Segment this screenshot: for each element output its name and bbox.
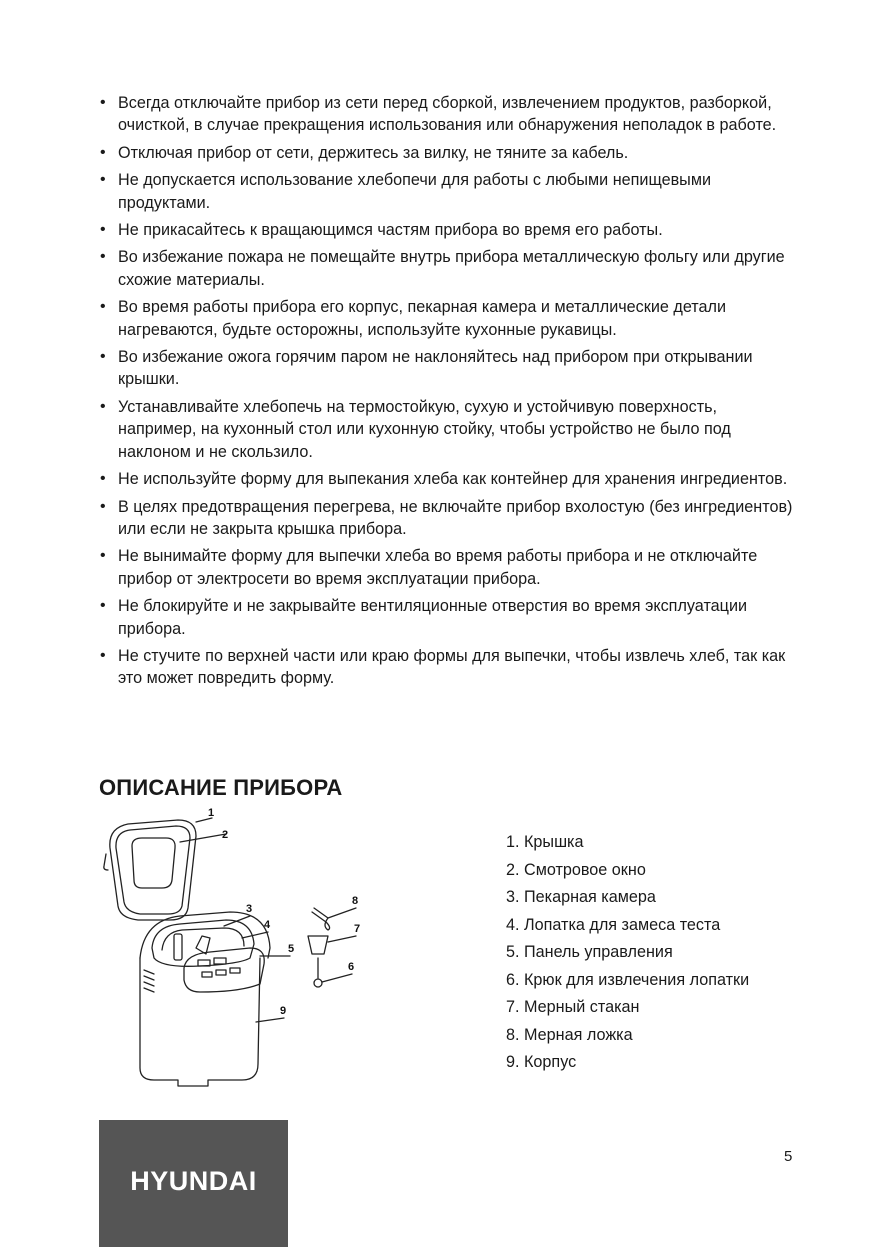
bullet-item: • Не допускается использование хлебопечи для работы с любыми непищевыми продуктами. bbox=[98, 169, 798, 214]
part-item: 9. Корпус bbox=[506, 1053, 577, 1071]
bullet-item: • Не стучите по верхней части или краю формы для выпечки, чтобы извлечь хлеб, так как это может повредить форму. bbox=[98, 645, 798, 690]
label-2: 2 bbox=[222, 829, 229, 841]
part-item: 5. Панель управления bbox=[506, 943, 673, 961]
bullet-item: • Не вынимайте форму для выпечки хлеба во время работы прибора и не отключайте прибор от электросети во время эксплуатации прибора. bbox=[98, 545, 798, 590]
parts-list bbox=[506, 829, 749, 1077]
label-3: 3 bbox=[246, 903, 253, 915]
bullet-item: • Во время работы прибора его корпус, пекарная камера и металлические детали нагреваются, будьте осторожны, используйте кухонные рукавицы. bbox=[98, 296, 798, 341]
bullet-item: • Отключая прибор от сети, держитесь за вилку, не тяните за кабель. bbox=[98, 142, 798, 164]
brand-logo: HYUNDAI bbox=[130, 1166, 257, 1196]
body-outline bbox=[140, 958, 260, 1086]
bullet-item: • Не блокируйте и не закрывайте вентиляционные отверстия во время эксплуатации прибора. bbox=[98, 595, 798, 640]
bullet-item: • Во избежание пожара не помещайте внутрь прибора металлическую фольгу или другие схожие материалы. bbox=[98, 246, 798, 291]
part-item: 3. Пекарная камера bbox=[506, 888, 656, 906]
part-item: 1. Крышка bbox=[506, 833, 584, 851]
label-9: 9 bbox=[280, 1005, 287, 1017]
label-5: 5 bbox=[288, 943, 295, 955]
part-item: 7. Мерный стакан bbox=[506, 998, 640, 1016]
bullet-item: • Во избежание ожога горячим паром не наклоняйтесь над прибором при открывании крышки. bbox=[98, 346, 798, 391]
kneading-paddle bbox=[196, 936, 210, 954]
viewing-window bbox=[132, 838, 175, 888]
part-item: 4. Лопатка для замеса теста bbox=[506, 915, 721, 934]
label-8: 8 bbox=[352, 895, 359, 907]
part-item: 2. Смотровое окно bbox=[506, 860, 646, 879]
bullet-item: • Устанавливайте хлебопечь на термостойкую, сухую и устойчивую поверхность, например, на кухонный стол или кухонную стойку, чтобы устройство не было под наклоном и не скользило. bbox=[98, 396, 798, 463]
bullet-item: • Всегда отключайте прибор из сети перед сборкой, извлечением продуктов, разборкой, очисткой, в случае прекращения использования или обнаружения неполадок в работе. bbox=[98, 92, 798, 137]
bullet-item: • Не используйте форму для выпекания хлеба как контейнер для хранения ингредиентов. bbox=[98, 468, 798, 490]
brand-logo-block bbox=[99, 1120, 288, 1247]
part-item: 8. Мерная ложка bbox=[506, 1025, 633, 1044]
section-title: ОПИСАНИЕ ПРИБОРА bbox=[99, 775, 343, 800]
safety-instructions-list bbox=[98, 92, 798, 695]
lid-outline bbox=[110, 820, 196, 920]
bullet-item: • Не прикасайтесь к вращающимся частям прибора во время его работы. bbox=[98, 219, 798, 241]
measuring-cup bbox=[308, 936, 328, 954]
bread-maker-diagram bbox=[100, 808, 370, 1098]
label-6: 6 bbox=[348, 961, 355, 973]
part-item: 6. Крюк для извлечения лопатки bbox=[506, 970, 750, 989]
label-1: 1 bbox=[208, 808, 215, 819]
label-7: 7 bbox=[354, 923, 361, 935]
measuring-spoon bbox=[312, 908, 330, 930]
label-4: 4 bbox=[264, 919, 271, 931]
bullet-item: • В целях предотвращения перегрева, не включайте прибор вхолостую (без ингредиентов) или если не закрыта крышка прибора. bbox=[98, 496, 798, 541]
page-number: 5 bbox=[784, 1148, 793, 1165]
